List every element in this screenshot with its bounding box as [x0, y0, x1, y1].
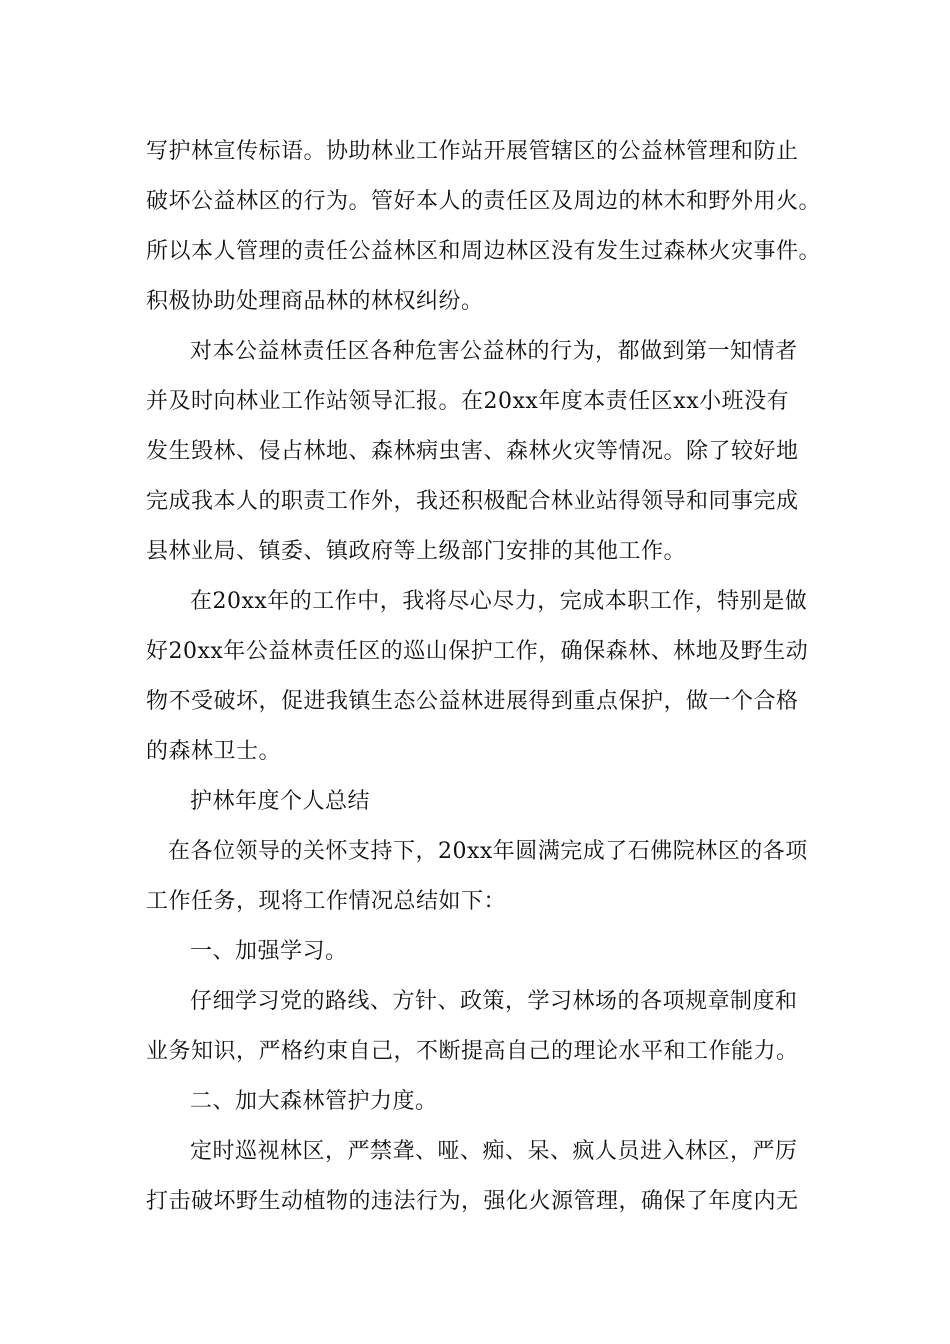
text-line: 完成我本人的职责工作外，我还积极配合林业站得领导和同事完成 — [146, 489, 799, 514]
text-line: 定时巡视林区，严禁聋、哑、痴、呆、疯人员进入林区，严厉 — [190, 1139, 798, 1164]
text-line: 的森林卫士。 — [146, 739, 282, 764]
text-line: 县林业局、镇委、镇政府等上级部门安排的其他工作。 — [146, 539, 687, 564]
text-line: 对本公益林责任区各种危害公益林的行为，都做到第一知情者 — [190, 339, 798, 364]
text-line: 发生毁林、侵占林地、森林病虫害、森林火灾等情况。除了较好地 — [146, 439, 799, 464]
text-line: 破坏公益林区的行为。管好本人的责任区及周边的林木和野外用火。 — [146, 189, 822, 214]
text-line: 所以本人管理的责任公益林区和周边林区没有发生过森林火灾事件。 — [146, 239, 822, 264]
text-line: 工作任务，现将工作情况总结如下： — [146, 889, 507, 914]
section-heading: 二、加大森林管护力度。 — [190, 1089, 438, 1114]
text-line: 积极协助处理商品林的林权纠纷。 — [146, 289, 484, 314]
text-line: 仔细学习党的路线、方针、政策，学习林场的各项规章制度和 — [190, 989, 798, 1014]
text-line: 并及时向林业工作站领导汇报。在20xx年度本责任区xx小班没有 — [146, 389, 790, 414]
text-line: 物不受破坏，促进我镇生态公益林进展得到重点保护，做一个合格 — [146, 689, 799, 714]
section-title: 护林年度个人总结 — [190, 789, 371, 814]
text-line: 在各位领导的关怀支持下，20xx年圆满完成了石佛院林区的各项 — [168, 839, 808, 864]
text-line: 打击破坏野生动植物的违法行为，强化火源管理，确保了年度内无 — [146, 1189, 799, 1214]
text-line: 好20xx年公益林责任区的巡山保护工作，确保森林、林地及野生动 — [146, 639, 809, 664]
text-line: 写护林宣传标语。协助林业工作站开展管辖区的公益林管理和防止 — [146, 139, 799, 164]
section-heading: 一、加强学习。 — [190, 939, 348, 964]
text-line: 在20xx年的工作中，我将尽心尽力，完成本职工作，特别是做 — [190, 589, 808, 614]
text-line: 业务知识，严格约束自己，不断提高自己的理论水平和工作能力。 — [146, 1039, 799, 1064]
